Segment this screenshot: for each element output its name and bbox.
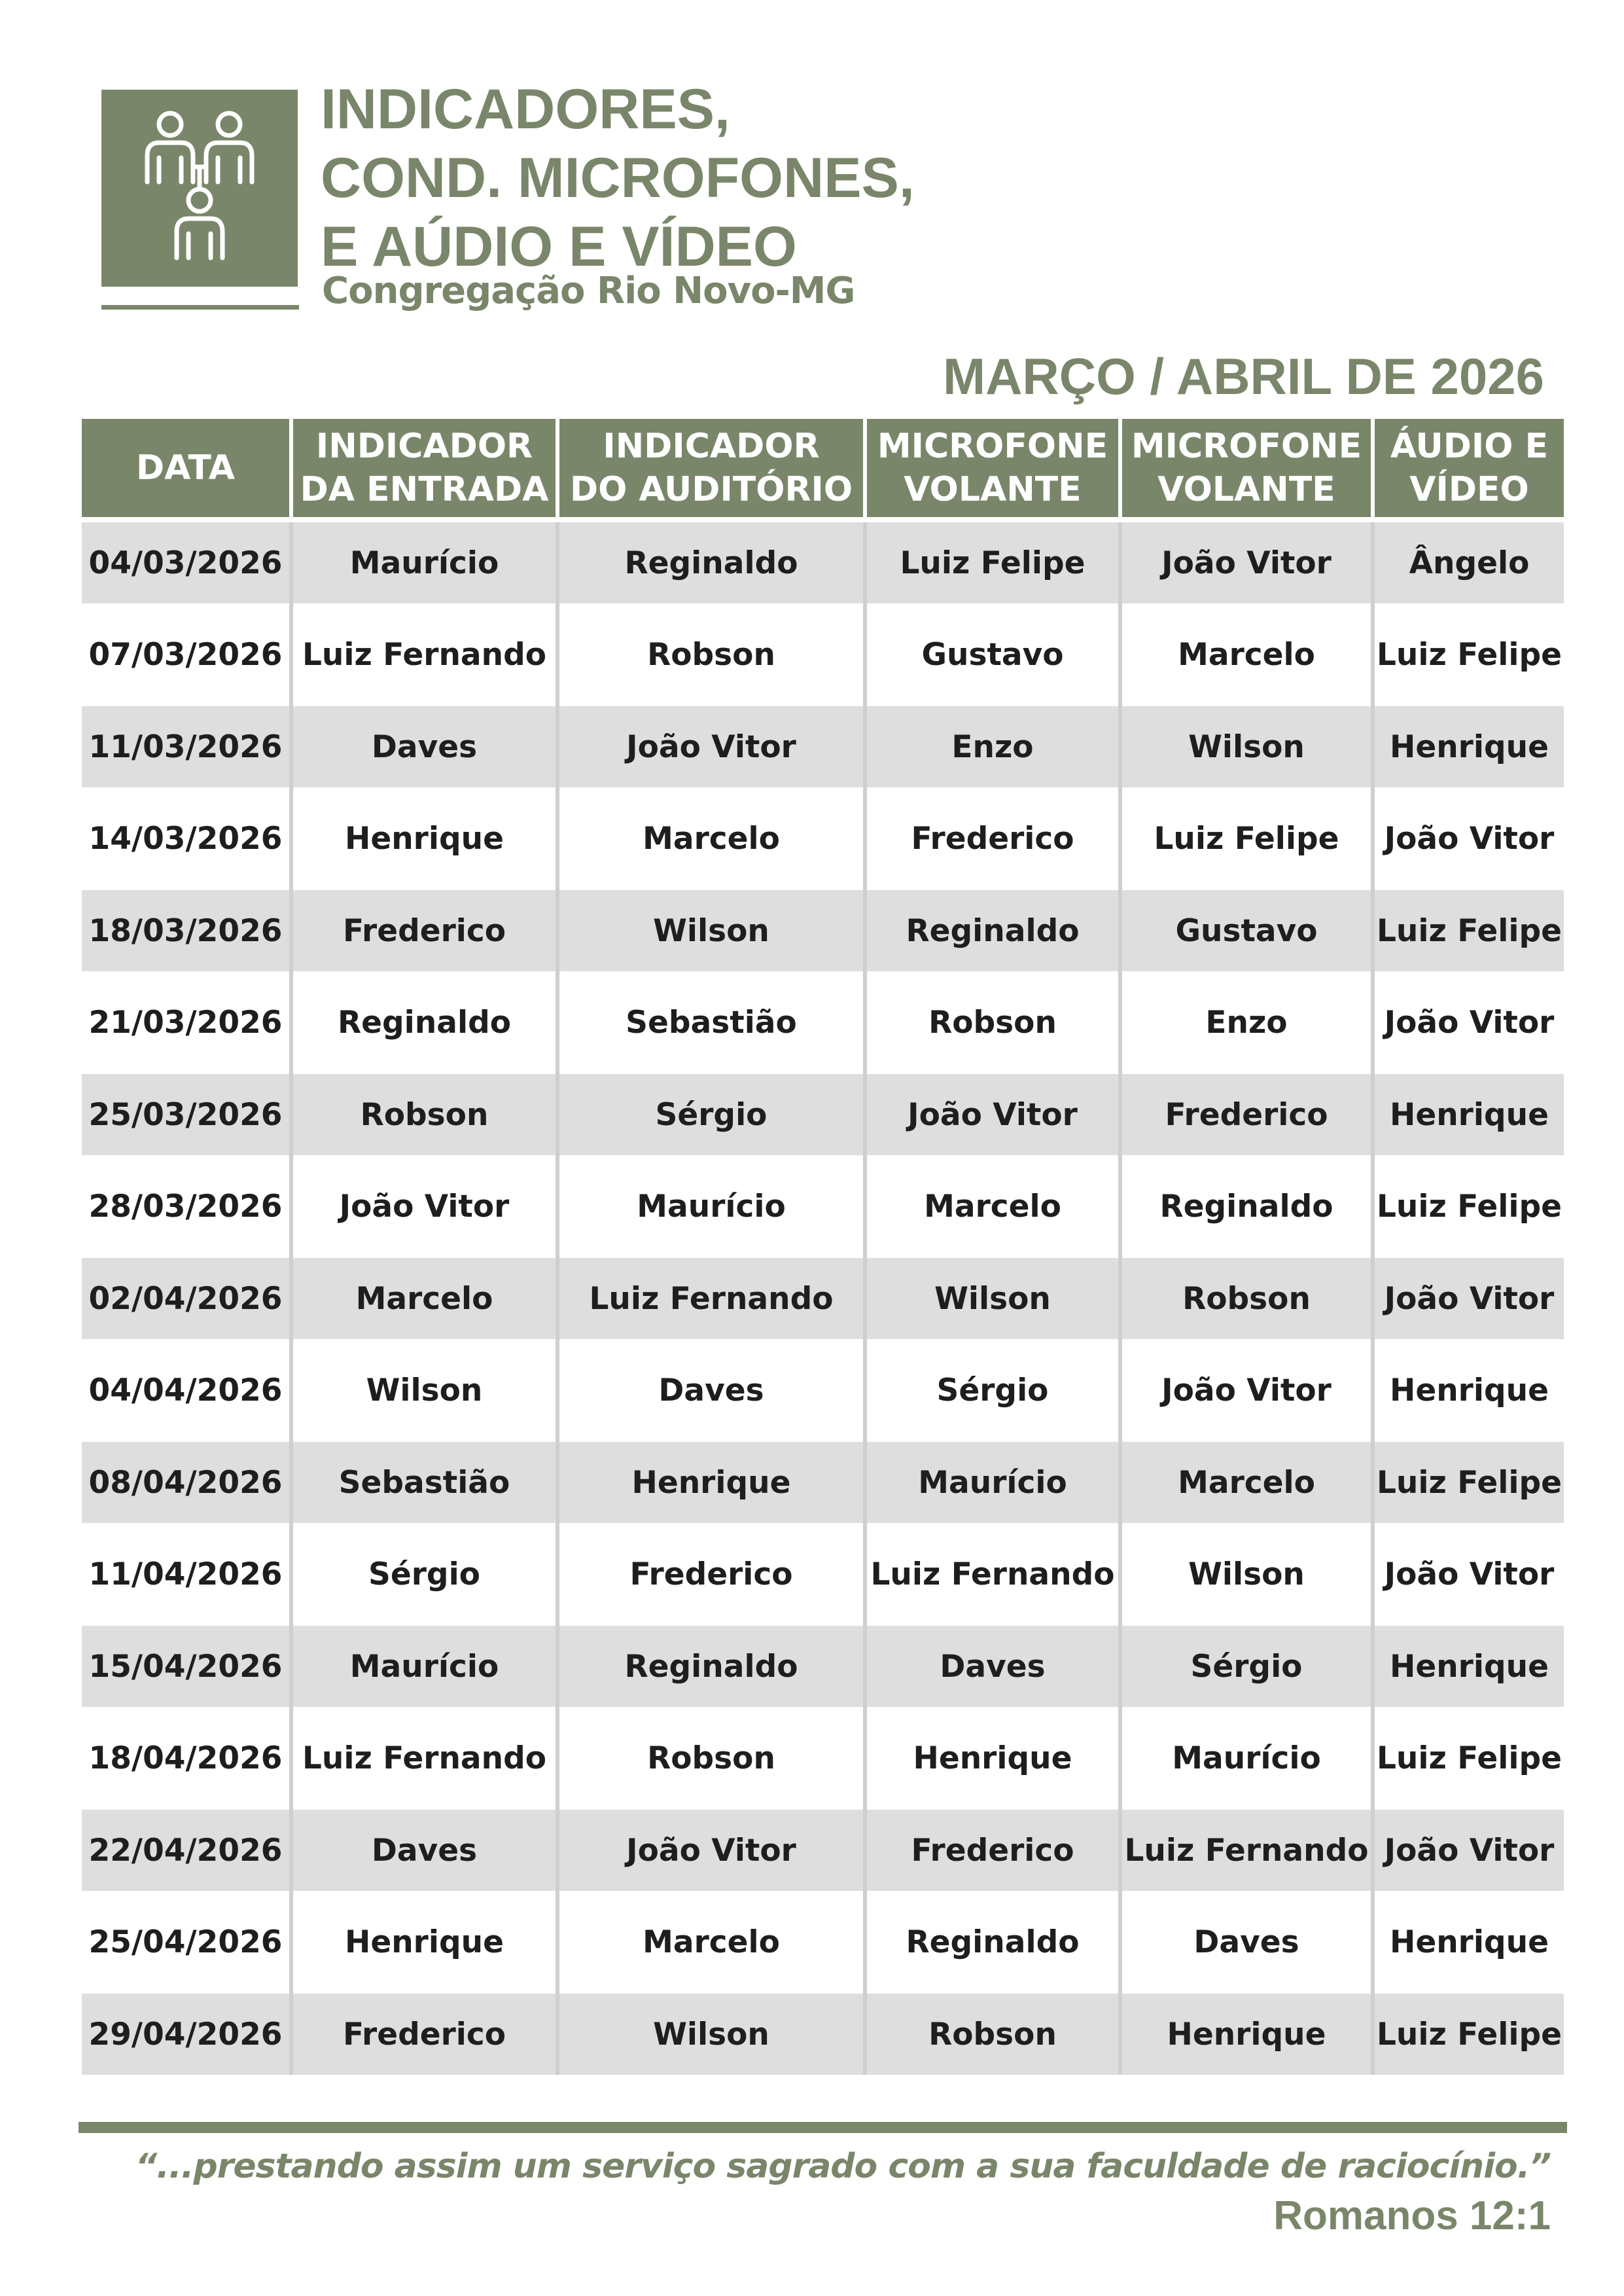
title-line-3: E AÚDIO E VÍDEO: [321, 215, 797, 278]
table-row: [82, 971, 1564, 1074]
table-row: [82, 1891, 1564, 1994]
entrance-usher-cell: Sérgio: [291, 1523, 557, 1626]
roving-mic-2-cell: Gustavo: [1120, 890, 1373, 971]
table-row: [82, 706, 1564, 787]
date-cell: 25/04/2026: [82, 1891, 291, 1994]
scripture-quote: “...prestando assim um serviço sagrado com a sua faculdade de raciocínio.”: [135, 2147, 1551, 2186]
audio-video-cell: Luiz Felipe: [1373, 1707, 1564, 1810]
roving-mic-2-cell: Luiz Fernando: [1120, 1810, 1373, 1891]
entrance-usher-cell: Wilson: [291, 1339, 557, 1442]
audio-video-cell: Luiz Felipe: [1373, 1442, 1564, 1523]
entrance-usher-cell: Marcelo: [291, 1258, 557, 1339]
auditorium-usher-cell: Marcelo: [557, 1891, 865, 1994]
date-cell: 25/03/2026: [82, 1074, 291, 1155]
auditorium-usher-cell: Robson: [557, 603, 865, 706]
roving-mic-1-cell: Frederico: [865, 1810, 1120, 1891]
roving-mic-1-cell: Maurício: [865, 1442, 1120, 1523]
page-title: [321, 75, 915, 281]
column-header-auditorium-usher: INDICADOR DO AUDITÓRIO: [557, 419, 865, 520]
roving-mic-1-cell: Robson: [865, 971, 1120, 1074]
table-row: [82, 1994, 1564, 2075]
people-group-icon: [101, 90, 298, 287]
roving-mic-2-cell: Wilson: [1120, 706, 1373, 787]
column-header-roving-mic-1: MICROFONE VOLANTE: [865, 419, 1120, 520]
schedule-table: [82, 419, 1564, 2075]
auditorium-usher-cell: João Vitor: [557, 1810, 865, 1891]
entrance-usher-cell: Frederico: [291, 890, 557, 971]
auditorium-usher-cell: Henrique: [557, 1442, 865, 1523]
date-cell: 18/04/2026: [82, 1707, 291, 1810]
roving-mic-2-cell: Frederico: [1120, 1074, 1373, 1155]
date-cell: 28/03/2026: [82, 1155, 291, 1258]
roving-mic-2-cell: Enzo: [1120, 971, 1373, 1074]
table-row: [82, 1523, 1564, 1626]
date-cell: 14/03/2026: [82, 787, 291, 890]
entrance-usher-cell: Maurício: [291, 520, 557, 603]
table-row: [82, 1074, 1564, 1155]
column-header-date: DATA: [82, 419, 291, 520]
title-line-1: INDICADORES,: [321, 78, 730, 141]
roving-mic-1-cell: Robson: [865, 1994, 1120, 2075]
congregation-name: Congregação Rio Novo-MG: [322, 270, 855, 312]
column-header-audio-video: ÁUDIO E VÍDEO: [1373, 419, 1564, 520]
roving-mic-1-cell: Wilson: [865, 1258, 1120, 1339]
roving-mic-2-cell: João Vitor: [1120, 1339, 1373, 1442]
table-row: [82, 1339, 1564, 1442]
audio-video-cell: Henrique: [1373, 706, 1564, 787]
column-header-entrance-usher: INDICADOR DA ENTRADA: [291, 419, 557, 520]
title-line-2: COND. MICROFONES,: [321, 147, 915, 209]
roving-mic-1-cell: Gustavo: [865, 603, 1120, 706]
auditorium-usher-cell: Frederico: [557, 1523, 865, 1626]
roving-mic-1-cell: Luiz Felipe: [865, 520, 1120, 603]
footer-divider: [79, 2122, 1567, 2133]
auditorium-usher-cell: João Vitor: [557, 706, 865, 787]
roving-mic-2-cell: Robson: [1120, 1258, 1373, 1339]
roving-mic-1-cell: Luiz Fernando: [865, 1523, 1120, 1626]
table-row: [82, 1258, 1564, 1339]
table-row: [82, 520, 1564, 603]
roving-mic-1-cell: Sérgio: [865, 1339, 1120, 1442]
roving-mic-2-cell: Maurício: [1120, 1707, 1373, 1810]
roving-mic-2-cell: Marcelo: [1120, 1442, 1373, 1523]
roving-mic-2-cell: Luiz Felipe: [1120, 787, 1373, 890]
entrance-usher-cell: Robson: [291, 1074, 557, 1155]
audio-video-cell: Henrique: [1373, 1074, 1564, 1155]
audio-video-cell: João Vitor: [1373, 1810, 1564, 1891]
entrance-usher-cell: João Vitor: [291, 1155, 557, 1258]
table-row: [82, 1626, 1564, 1707]
date-cell: 15/04/2026: [82, 1626, 291, 1707]
audio-video-cell: João Vitor: [1373, 1258, 1564, 1339]
roving-mic-1-cell: João Vitor: [865, 1074, 1120, 1155]
auditorium-usher-cell: Robson: [557, 1707, 865, 1810]
auditorium-usher-cell: Luiz Fernando: [557, 1258, 865, 1339]
column-header-roving-mic-2: MICROFONE VOLANTE: [1120, 419, 1373, 520]
audio-video-cell: João Vitor: [1373, 787, 1564, 890]
date-cell: 02/04/2026: [82, 1258, 291, 1339]
roving-mic-2-cell: Sérgio: [1120, 1626, 1373, 1707]
roving-mic-2-cell: Marcelo: [1120, 603, 1373, 706]
roving-mic-1-cell: Daves: [865, 1626, 1120, 1707]
entrance-usher-cell: Henrique: [291, 1891, 557, 1994]
roving-mic-2-cell: João Vitor: [1120, 520, 1373, 603]
auditorium-usher-cell: Marcelo: [557, 787, 865, 890]
roving-mic-2-cell: Daves: [1120, 1891, 1373, 1994]
auditorium-usher-cell: Wilson: [557, 1994, 865, 2075]
table-row: [82, 1707, 1564, 1810]
auditorium-usher-cell: Maurício: [557, 1155, 865, 1258]
entrance-usher-cell: Reginaldo: [291, 971, 557, 1074]
audio-video-cell: João Vitor: [1373, 1523, 1564, 1626]
entrance-usher-cell: Henrique: [291, 787, 557, 890]
date-cell: 11/03/2026: [82, 706, 291, 787]
table-row: [82, 787, 1564, 890]
entrance-usher-cell: Sebastião: [291, 1442, 557, 1523]
table-row: [82, 1155, 1564, 1258]
entrance-usher-cell: Daves: [291, 706, 557, 787]
date-cell: 11/04/2026: [82, 1523, 291, 1626]
scripture-reference: Romanos 12:1: [1273, 2193, 1551, 2238]
audio-video-cell: Luiz Felipe: [1373, 890, 1564, 971]
date-cell: 18/03/2026: [82, 890, 291, 971]
date-cell: 22/04/2026: [82, 1810, 291, 1891]
entrance-usher-cell: Luiz Fernando: [291, 603, 557, 706]
entrance-usher-cell: Luiz Fernando: [291, 1707, 557, 1810]
table-header-row: [82, 419, 1564, 520]
table-row: [82, 1442, 1564, 1523]
auditorium-usher-cell: Daves: [557, 1339, 865, 1442]
audio-video-cell: Henrique: [1373, 1339, 1564, 1442]
period-heading: MARÇO / ABRIL DE 2026: [943, 348, 1544, 405]
roving-mic-2-cell: Reginaldo: [1120, 1155, 1373, 1258]
audio-video-cell: Luiz Felipe: [1373, 603, 1564, 706]
date-cell: 29/04/2026: [82, 1994, 291, 2075]
auditorium-usher-cell: Wilson: [557, 890, 865, 971]
entrance-usher-cell: Maurício: [291, 1626, 557, 1707]
logo-underline: [101, 305, 299, 310]
date-cell: 07/03/2026: [82, 603, 291, 706]
roving-mic-1-cell: Marcelo: [865, 1155, 1120, 1258]
roving-mic-2-cell: Henrique: [1120, 1994, 1373, 2075]
auditorium-usher-cell: Sebastião: [557, 971, 865, 1074]
roving-mic-1-cell: Frederico: [865, 787, 1120, 890]
roving-mic-1-cell: Enzo: [865, 706, 1120, 787]
audio-video-cell: João Vitor: [1373, 971, 1564, 1074]
entrance-usher-cell: Daves: [291, 1810, 557, 1891]
entrance-usher-cell: Frederico: [291, 1994, 557, 2075]
audio-video-cell: Luiz Felipe: [1373, 1994, 1564, 2075]
roving-mic-2-cell: Wilson: [1120, 1523, 1373, 1626]
roving-mic-1-cell: Henrique: [865, 1707, 1120, 1810]
date-cell: 08/04/2026: [82, 1442, 291, 1523]
auditorium-usher-cell: Sérgio: [557, 1074, 865, 1155]
audio-video-cell: Henrique: [1373, 1891, 1564, 1994]
auditorium-usher-cell: Reginaldo: [557, 1626, 865, 1707]
date-cell: 04/04/2026: [82, 1339, 291, 1442]
date-cell: 21/03/2026: [82, 971, 291, 1074]
table-row: [82, 890, 1564, 971]
audio-video-cell: Ângelo: [1373, 520, 1564, 603]
table-row: [82, 1810, 1564, 1891]
logo-figures: [101, 90, 298, 287]
table-row: [82, 603, 1564, 706]
roving-mic-1-cell: Reginaldo: [865, 1891, 1120, 1994]
roving-mic-1-cell: Reginaldo: [865, 890, 1120, 971]
audio-video-cell: Henrique: [1373, 1626, 1564, 1707]
audio-video-cell: Luiz Felipe: [1373, 1155, 1564, 1258]
auditorium-usher-cell: Reginaldo: [557, 520, 865, 603]
date-cell: 04/03/2026: [82, 520, 291, 603]
